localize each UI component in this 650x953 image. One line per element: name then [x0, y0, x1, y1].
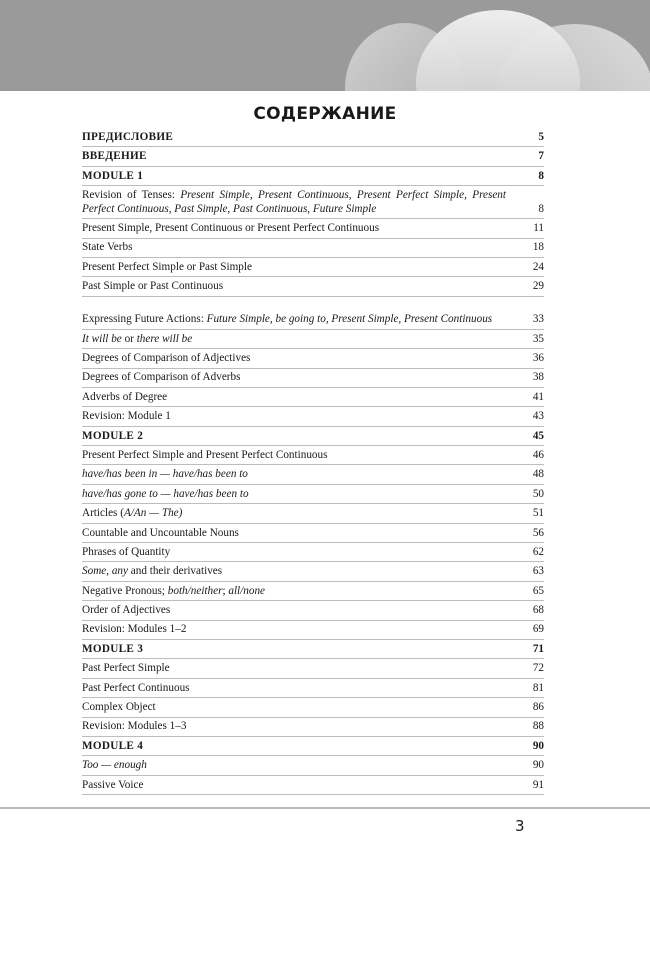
toc-entry-italic-text: both/neither — [167, 584, 223, 597]
toc-entry-text: Expressing Future Actions: — [82, 313, 207, 326]
toc-entry-page: 91 — [532, 778, 544, 791]
toc-entry-page: 33 — [532, 313, 544, 326]
toc-row[interactable] — [82, 737, 544, 756]
toc-entry-page: 8 — [538, 202, 544, 215]
toc-entry-title — [82, 759, 524, 773]
toc-entry-text: ВВЕДЕНИЕ — [82, 150, 147, 163]
toc-entry-page: 86 — [532, 701, 544, 714]
toc-entry-title — [82, 720, 524, 734]
toc-entry-text: MODULE 4 — [82, 739, 144, 752]
toc-entry-italic-text: A/An — The) — [123, 507, 183, 520]
page-title: СОДЕРЖАНИЕ — [253, 104, 397, 124]
toc-row[interactable] — [82, 407, 544, 426]
toc-entry-title — [82, 740, 524, 754]
toc-entry-text: Complex Object — [82, 701, 156, 714]
toc-row[interactable] — [82, 277, 544, 296]
toc-entry-text: ; — [222, 584, 229, 597]
toc-entry-page: 88 — [532, 720, 544, 733]
toc-entry-text: Present Perfect Simple and Present Perfect Continuous — [82, 448, 328, 461]
toc-row[interactable] — [82, 128, 544, 147]
toc-entry-text: Revision of Tenses: — [82, 189, 181, 202]
toc-entry-title — [82, 488, 524, 502]
toc-entry-title — [82, 430, 524, 444]
toc-entry-title — [82, 623, 524, 637]
toc-row[interactable] — [82, 524, 544, 543]
toc-entry-title — [82, 604, 524, 618]
toc-entry-page: 38 — [532, 371, 544, 384]
toc-entry-title — [82, 313, 524, 327]
toc-entry-text: Countable and Uncountable Nouns — [82, 526, 239, 539]
toc-row[interactable] — [82, 239, 544, 258]
toc-entry-title — [82, 662, 524, 676]
toc-row[interactable] — [82, 388, 544, 407]
toc-entry-text: Present Perfect Simple or Past Simple — [82, 260, 252, 273]
toc-entry-text: Negative Pronous; — [82, 584, 168, 597]
toc-entry-title — [82, 371, 524, 385]
toc-entry-title — [82, 507, 524, 521]
toc-entry-page: 43 — [532, 410, 544, 423]
toc-row[interactable] — [82, 219, 544, 238]
toc-entry-page: 29 — [532, 280, 544, 293]
toc-entry-italic-text: all/none — [228, 584, 266, 597]
toc-entry-title — [82, 682, 524, 696]
toc-entry-title — [82, 565, 524, 579]
toc-entry-text: Revision: Modules 1–2 — [82, 623, 187, 636]
toc-entry-page: 71 — [532, 642, 544, 655]
toc-row[interactable] — [82, 485, 544, 504]
toc-entry-text: MODULE 2 — [82, 429, 144, 442]
toc-entry-text: Revision: Modules 1–3 — [82, 720, 187, 733]
toc-entry-italic-text: have/has gone to — have/has been to — [82, 487, 249, 500]
toc-entry-title — [82, 131, 524, 145]
toc-entry-text: ПРЕДИСЛОВИЕ — [82, 130, 174, 143]
toc-row[interactable] — [82, 504, 544, 523]
toc-entry-text: MODULE 3 — [82, 642, 144, 655]
toc-row[interactable] — [82, 369, 544, 388]
toc-row[interactable] — [82, 330, 544, 349]
toc-entry-italic-text: Too — enough — [82, 759, 147, 772]
toc-entry-text: Revision: Module 1 — [82, 410, 171, 423]
toc-entry-title — [82, 410, 524, 424]
toc-entry-title — [82, 468, 524, 482]
toc-entry-title — [82, 222, 524, 236]
toc-row[interactable] — [82, 621, 544, 640]
toc-entry-italic-text: there will be — [136, 332, 193, 345]
toc-row[interactable] — [82, 427, 544, 446]
toc-entry-text: Phrases of Quantity — [82, 545, 171, 558]
toc-entry-title — [82, 546, 524, 560]
toc-entry-page: 7 — [538, 150, 544, 163]
toc-row[interactable] — [82, 543, 544, 562]
toc-entry-title — [82, 527, 524, 541]
toc-entry-page: 69 — [532, 623, 544, 636]
toc-entry-title — [82, 449, 524, 463]
toc-entry-page: 72 — [532, 662, 544, 675]
toc-entry-title — [82, 701, 524, 715]
toc-entry-text: Degrees of Comparison of Adjectives — [82, 352, 251, 365]
header-band — [0, 0, 650, 91]
toc-entry-text: State Verbs — [82, 241, 133, 254]
toc-row[interactable] — [82, 562, 544, 581]
table-of-contents — [82, 128, 544, 795]
toc-entry-page: 63 — [532, 565, 544, 578]
toc-row[interactable] — [82, 446, 544, 465]
toc-entry-title — [82, 280, 524, 294]
toc-entry-page: 81 — [532, 681, 544, 694]
toc-entry-text: Passive Voice — [82, 778, 144, 791]
toc-entry-title — [82, 391, 524, 405]
toc-entry-page: 18 — [532, 241, 544, 254]
toc-entry-text: Present Simple, Present Continuous or Present Perfect Continuous — [82, 222, 380, 235]
toc-entry-text: MODULE 1 — [82, 169, 144, 182]
toc-row[interactable] — [82, 776, 544, 795]
toc-entry-title — [82, 333, 524, 347]
toc-entry-page: 65 — [532, 584, 544, 597]
toc-entry-italic-text: have/has been in — have/has been to — [82, 468, 248, 481]
toc-entry-title — [82, 585, 524, 599]
toc-entry-text: , — [106, 565, 112, 578]
toc-entry-page: 24 — [532, 260, 544, 273]
toc-entry-text: Past Perfect Continuous — [82, 681, 190, 694]
toc-entry-title — [82, 352, 524, 366]
toc-entry-page: 56 — [532, 526, 544, 539]
toc-entry-text: Adverbs of Degree — [82, 390, 168, 403]
toc-entry-italic-text: any — [111, 565, 128, 578]
toc-entry-page: 51 — [532, 507, 544, 520]
toc-entry-title — [82, 261, 524, 275]
toc-row[interactable] — [82, 582, 544, 601]
toc-row[interactable] — [82, 640, 544, 659]
toc-entry-title — [82, 189, 524, 216]
toc-entry-text: Order of Adjectives — [82, 604, 171, 617]
toc-entry-title — [82, 170, 524, 184]
toc-entry-italic-text: Some — [82, 565, 107, 578]
toc-entry-page: 62 — [532, 545, 544, 558]
toc-row[interactable] — [82, 698, 544, 717]
toc-entry-title — [82, 150, 524, 164]
page-number: 3 — [515, 817, 525, 835]
toc-entry-text: Past Simple or Past Continuous — [82, 280, 224, 293]
toc-row[interactable] — [82, 659, 544, 678]
toc-row[interactable] — [82, 186, 544, 219]
toc-row[interactable] — [82, 465, 544, 484]
toc-entry-page: 35 — [532, 332, 544, 345]
toc-entry-text: and their derivatives — [127, 565, 223, 578]
toc-entry-title — [82, 779, 524, 793]
toc-row[interactable] — [82, 147, 544, 166]
toc-row[interactable] — [82, 679, 544, 698]
toc-entry-italic-text: Future Simple, be going to, Present Simple, Present Continuous — [206, 313, 493, 326]
toc-row[interactable] — [82, 297, 544, 330]
toc-entry-page: 11 — [533, 222, 544, 235]
toc-entry-page: 90 — [532, 739, 544, 752]
toc-entry-page: 46 — [532, 448, 544, 461]
decorative-petals — [0, 0, 650, 91]
toc-entry-text: Degrees of Comparison of Adverbs — [82, 371, 241, 384]
toc-row[interactable] — [82, 756, 544, 775]
toc-row[interactable] — [82, 258, 544, 277]
toc-entry-page: 36 — [532, 352, 544, 365]
footer-rule — [0, 807, 650, 809]
toc-entry-title — [82, 241, 524, 255]
toc-row[interactable] — [82, 349, 544, 368]
toc-entry-text: Articles ( — [82, 507, 124, 520]
toc-entry-page: 48 — [532, 468, 544, 481]
toc-entry-page: 45 — [532, 429, 544, 442]
toc-entry-title — [82, 643, 524, 657]
toc-entry-italic-text: It will be — [82, 332, 122, 345]
toc-entry-page: 68 — [532, 604, 544, 617]
toc-entry-italic-text: Present Simple, Present Continuous, Present Perfect Simple, Present Perfect Continuous, Past Simple, Past Continuous, Future Simple — [82, 189, 507, 215]
toc-entry-page: 5 — [538, 130, 544, 143]
toc-entry-text: or — [121, 332, 137, 345]
toc-row[interactable] — [82, 718, 544, 737]
toc-entry-page: 90 — [532, 759, 544, 772]
toc-row[interactable] — [82, 601, 544, 620]
toc-entry-page: 8 — [538, 169, 544, 182]
toc-row[interactable] — [82, 167, 544, 186]
toc-entry-page: 41 — [532, 390, 544, 403]
toc-entry-page: 50 — [532, 487, 544, 500]
toc-entry-text: Past Perfect Simple — [82, 662, 170, 675]
